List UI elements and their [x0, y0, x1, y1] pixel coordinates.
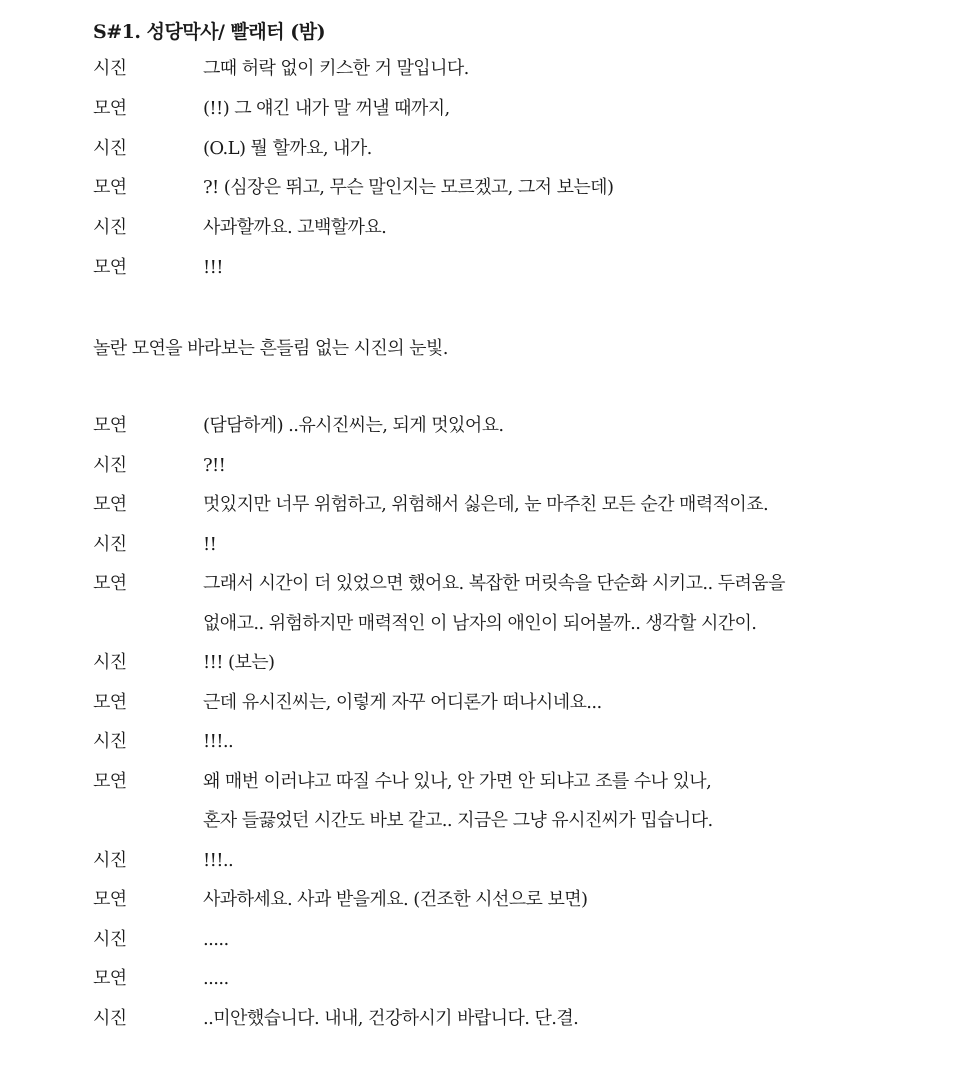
speaker-name: 시진	[93, 849, 127, 871]
dialogue-text: !!!..	[203, 849, 234, 871]
speaker-name: 시진	[93, 731, 127, 752]
dialogue-text: 근데 유시진씨는, 이렇게 자꾸 어디론가 떠나시네요...	[203, 691, 602, 713]
speaker-name: 모연	[93, 770, 127, 792]
speaker-name: 시진	[93, 454, 127, 476]
speaker-name: 모연	[93, 889, 127, 910]
dialogue-text: !!!	[203, 257, 223, 278]
dialogue-text: ?!!	[203, 454, 226, 476]
dialogue-text: !!	[203, 533, 217, 555]
speaker-name: 시진	[93, 137, 127, 159]
dialogue-text: .....	[203, 928, 229, 950]
dialogue-text: (O.L) 뭘 할까요, 내가.	[203, 137, 372, 159]
speaker-name: 모연	[93, 968, 127, 989]
dialogue-text: ?! (심장은 뛰고, 무슨 말인지는 모르겠고, 그저 보는데)	[203, 177, 614, 199]
speaker-name: 시진	[93, 1007, 127, 1029]
speaker-name: 모연	[93, 177, 127, 199]
speaker-name: 시진	[93, 217, 127, 239]
dialogue-text: .....	[203, 968, 229, 989]
action-line: 놀란 모연을 바라보는 흔들림 없는 시진의 눈빛.	[93, 338, 448, 359]
speaker-name: 모연	[93, 494, 127, 515]
speaker-name: 모연	[93, 691, 127, 713]
dialogue-text: !!!..	[203, 731, 234, 752]
dialogue-text: 혼자 들끓었던 시간도 바보 같고.. 지금은 그냥 유시진씨가 밉습니다.	[203, 810, 713, 831]
speaker-name: 모연	[93, 415, 127, 436]
dialogue-text: !!! (보는)	[203, 652, 275, 673]
speaker-name: 시진	[93, 652, 127, 673]
dialogue-text: 없애고.. 위험하지만 매력적인 이 남자의 애인이 되어볼까.. 생각할 시간이.	[203, 612, 757, 634]
speaker-name: 모연	[93, 257, 127, 278]
dialogue-text: 왜 매번 이러냐고 따질 수나 있나, 안 가면 안 되냐고 조를 수나 있나,	[203, 770, 712, 792]
dialogue-text: ..미안했습니다. 내내, 건강하시기 바랍니다. 단.결.	[203, 1007, 579, 1029]
speaker-name: 모연	[93, 97, 127, 119]
dialogue-text: (!!) 그 얘긴 내가 말 꺼낼 때까지,	[203, 97, 450, 119]
speaker-name: 모연	[93, 573, 127, 594]
dialogue-text: 사과할까요. 고백할까요.	[203, 217, 387, 239]
dialogue-text: 그때 허락 없이 키스한 거 말입니다.	[203, 58, 469, 79]
dialogue-text: 그래서 시간이 더 있었으면 했어요. 복잡한 머릿속을 단순화 시키고.. 두려움을	[203, 573, 785, 594]
speaker-name: 시진	[93, 58, 127, 79]
scene-heading: S#1. 성당막사/ 빨래터 (밤)	[93, 21, 326, 43]
dialogue-text: 사과하세요. 사과 받을게요. (건조한 시선으로 보면)	[203, 889, 588, 910]
dialogue-text: (담담하게) ..유시진씨는, 되게 멋있어요.	[203, 415, 504, 436]
speaker-name: 시진	[93, 928, 127, 950]
speaker-name: 시진	[93, 533, 127, 555]
dialogue-text: 멋있지만 너무 위험하고, 위험해서 싫은데, 눈 마주친 모든 순간 매력적이죠.	[203, 494, 769, 515]
